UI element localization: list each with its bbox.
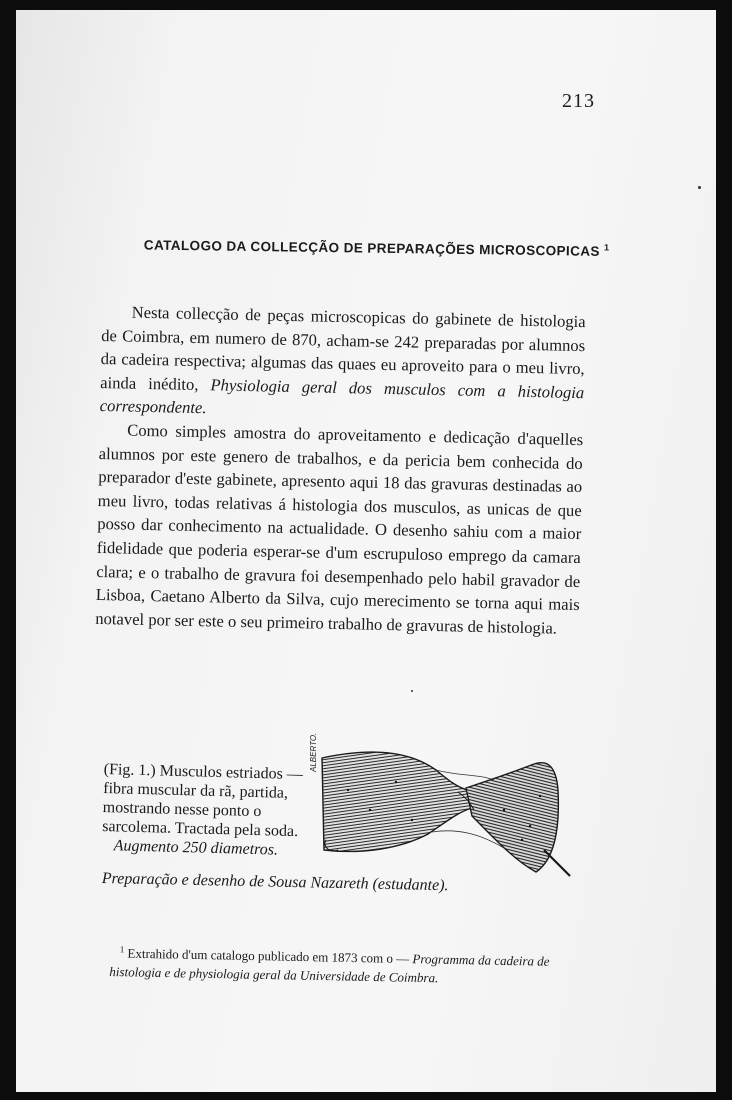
footnote-text: Extrahido d'um catalogo publicado em 1873 com o — bbox=[127, 945, 413, 967]
page-number: 213 bbox=[562, 90, 595, 112]
figure-caption-text: (Fig. 1.) Musculos estriados — fibra muscular da rã, partida, mostrando nesse ponto o sarcolema. Tractada pela soda. bbox=[102, 760, 304, 841]
page-heading bbox=[143, 236, 610, 259]
heading-footnote-mark: 1 bbox=[603, 242, 610, 253]
engraver-signature: ALBERTO. bbox=[309, 732, 318, 772]
figure-1 bbox=[104, 730, 574, 880]
figure-credit-text: Preparação e desenho de Sousa Nazareth bbox=[101, 870, 369, 893]
scan-speck bbox=[698, 186, 701, 189]
figure-magnification: Augmento 250 diametros. bbox=[113, 837, 279, 859]
footnote-title: Programma da cadeira de histologia e de physiologia geral da Universidade de Coimbra. bbox=[109, 951, 550, 986]
figure-caption bbox=[102, 760, 304, 860]
book-title: Physiologia geral dos musculos com a histologia correspondente. bbox=[99, 375, 585, 418]
footnote-mark: 1 bbox=[119, 944, 125, 955]
document-page bbox=[16, 10, 716, 1092]
paragraph-1 bbox=[100, 300, 586, 428]
figure-credit-role: (estudante). bbox=[372, 875, 449, 895]
footnote bbox=[109, 940, 590, 991]
body-text bbox=[95, 300, 586, 640]
paragraph-2: Como simples amostra do aproveitamento e dedicação d'aquelles alumnos por este genero de trabalhos, e da pericia bem conhecida do preparador d'este gabinete, apresento aqui 18 das gravuras destinadas ao meu livro, todas relativas á histologia dos musculos, as unicas de que posso dar conhecimento na actualidade. O desenho sahiu com a maior fidelidade que poderia esperar-se d'um escrupuloso emprego da camara clara; e o trabalho de gravura foi desempenhado pelo habil gravador de Lisboa, Caetano Alberto da Silva, cujo merecimento se torna aqui mais notavel por ser este o seu primeiro trabalho de gravuras de histologia. bbox=[95, 420, 584, 638]
muscle-fiber-engraving bbox=[308, 730, 578, 880]
scan-speck bbox=[411, 690, 413, 692]
heading-text: CATALOGO DA COLLECÇÃO DE PREPARAÇÕES MICROSCOPICAS bbox=[143, 237, 600, 259]
paragraph-1-text: Nesta collecção de peças microscopicas do gabinete de histologia de Coimbra, em numero de 870, acham-se 242 preparadas por alumnos da cadeira respectiva; algumas das quaes eu aproveito para o meu livro, ainda inédito, bbox=[100, 302, 586, 395]
